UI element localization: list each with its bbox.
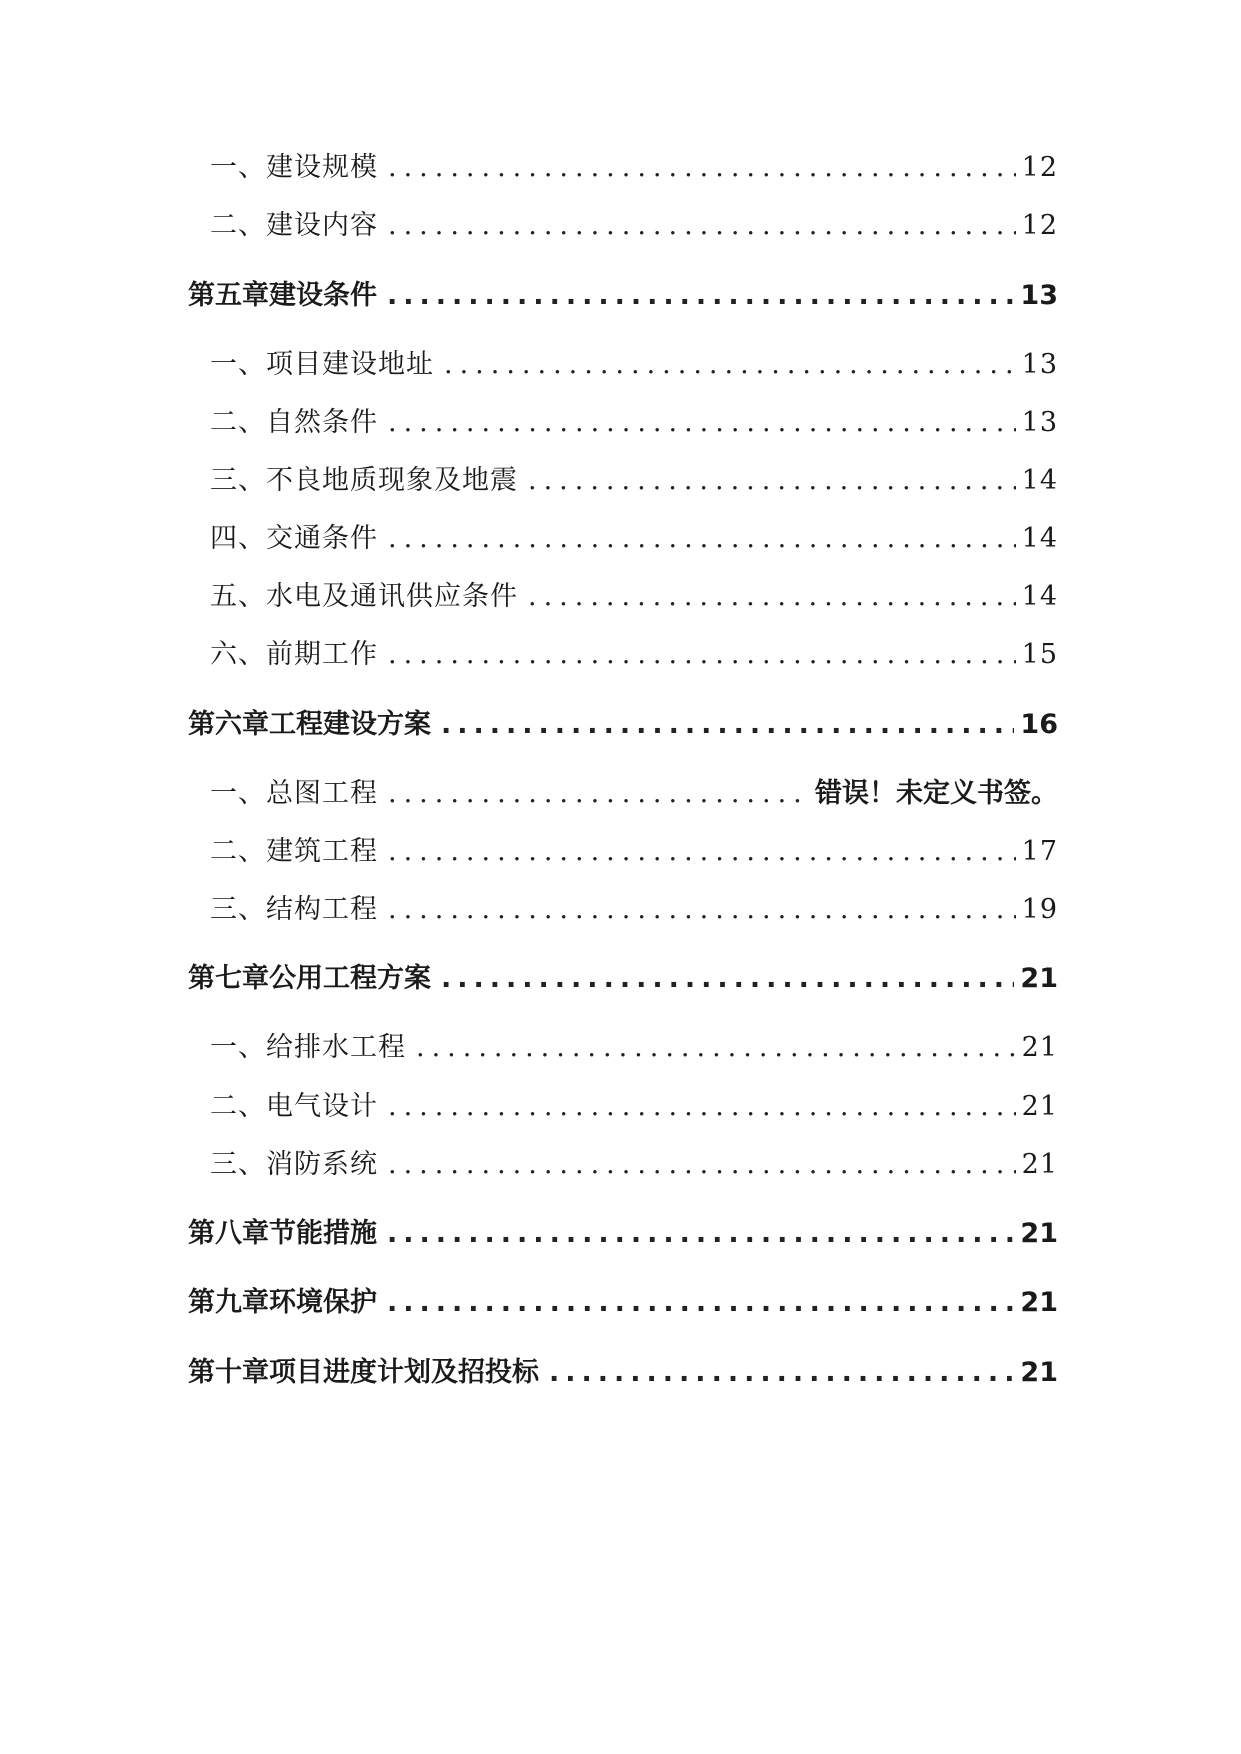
toc-entry-title: 三、消防系统 — [210, 1149, 378, 1180]
dot-leader — [388, 1149, 1016, 1180]
dot-leader — [388, 210, 1016, 241]
toc-chapter-entry[interactable] — [188, 273, 1058, 312]
toc-entry-page: 14 — [1021, 523, 1058, 554]
toc-chapter-number: 第六章 — [188, 709, 269, 740]
toc-entry-page: 21 — [1021, 1149, 1058, 1180]
toc-entry[interactable] — [210, 516, 1058, 555]
toc-entry-bookmark-error: 错误！未定义书签。 — [815, 778, 1058, 809]
toc-chapter-number: 第五章 — [188, 280, 269, 311]
toc-chapter-number: 第七章 — [188, 963, 269, 994]
toc-chapter-title: 环境保护 — [269, 1287, 377, 1318]
toc-entry-page: 19 — [1021, 894, 1058, 925]
toc-entry-page: 12 — [1021, 152, 1058, 183]
toc-chapter-page: 21 — [1020, 1218, 1058, 1249]
toc-entry[interactable] — [210, 829, 1058, 868]
toc-entry-page: 12 — [1021, 210, 1058, 241]
dot-leader — [528, 581, 1016, 612]
toc-chapter-entry[interactable] — [188, 702, 1058, 741]
dot-leader — [444, 349, 1016, 380]
toc-entry[interactable] — [210, 203, 1058, 242]
toc-entry[interactable] — [210, 145, 1058, 184]
toc-chapter-title: 建设条件 — [269, 280, 377, 311]
toc-entry-page: 14 — [1021, 465, 1058, 496]
dot-leader — [388, 152, 1016, 183]
toc-entry-page: 13 — [1021, 349, 1058, 380]
toc-chapter-page: 21 — [1020, 1357, 1058, 1388]
toc-chapter-page: 16 — [1020, 709, 1058, 740]
dot-leader — [528, 465, 1016, 496]
toc-chapter-entry[interactable] — [188, 1280, 1058, 1319]
toc-chapter-page: 21 — [1020, 963, 1058, 994]
toc-entry[interactable] — [210, 632, 1058, 671]
toc-entry-page: 21 — [1021, 1032, 1058, 1063]
dot-leader — [441, 709, 1014, 740]
toc-entry-title: 一、总图工程 — [210, 778, 378, 809]
toc-entry-title: 五、水电及通讯供应条件 — [210, 581, 518, 612]
toc-chapter-title: 工程建设方案 — [269, 709, 431, 740]
dot-leader — [388, 836, 1016, 867]
toc-entry-title: 二、自然条件 — [210, 407, 378, 438]
toc-entry[interactable] — [210, 887, 1058, 926]
dot-leader — [387, 280, 1014, 311]
dot-leader — [388, 778, 809, 809]
toc-entry-title: 三、结构工程 — [210, 894, 378, 925]
toc-chapter-entry[interactable] — [188, 1350, 1058, 1389]
toc-entry-page: 14 — [1021, 581, 1058, 612]
dot-leader — [549, 1357, 1014, 1388]
toc-chapter-number: 第十章 — [188, 1357, 269, 1388]
toc-entry-page: 21 — [1021, 1091, 1058, 1122]
toc-chapter-title: 节能措施 — [269, 1218, 377, 1249]
toc-chapter-number: 第九章 — [188, 1287, 269, 1318]
dot-leader — [416, 1032, 1016, 1063]
toc-entry[interactable] — [210, 400, 1058, 439]
toc-entry-page: 17 — [1021, 836, 1058, 867]
toc-chapter-entry[interactable] — [188, 1211, 1058, 1250]
toc-entry-title: 一、项目建设地址 — [210, 349, 434, 380]
toc-entry[interactable] — [210, 1142, 1058, 1181]
toc-chapter-page: 13 — [1020, 280, 1058, 311]
dot-leader — [388, 523, 1016, 554]
toc-entry-title: 二、建筑工程 — [210, 836, 378, 867]
toc-chapter-title: 项目进度计划及招投标 — [269, 1357, 539, 1388]
dot-leader — [388, 894, 1016, 925]
toc-entry-title: 二、电气设计 — [210, 1091, 378, 1122]
toc-chapter-entry[interactable] — [188, 956, 1058, 995]
toc-entry-title: 四、交通条件 — [210, 523, 378, 554]
toc-entry-title: 六、前期工作 — [210, 639, 378, 670]
toc-entry[interactable] — [210, 342, 1058, 381]
toc-entry[interactable] — [210, 574, 1058, 613]
dot-leader — [387, 1287, 1014, 1318]
toc-entry-title: 三、不良地质现象及地震 — [210, 465, 518, 496]
toc-entry-title: 一、给排水工程 — [210, 1032, 406, 1063]
toc-chapter-number: 第八章 — [188, 1218, 269, 1249]
toc-entry[interactable] — [210, 771, 1058, 810]
toc-entry-page: 13 — [1021, 407, 1058, 438]
dot-leader — [388, 1091, 1016, 1122]
dot-leader — [388, 407, 1016, 438]
toc-entry-page: 15 — [1021, 639, 1058, 670]
toc-entry[interactable] — [210, 1025, 1058, 1064]
dot-leader — [387, 1218, 1014, 1249]
toc-entry-title: 一、建设规模 — [210, 152, 378, 183]
toc-chapter-title: 公用工程方案 — [269, 963, 431, 994]
toc-entry[interactable] — [210, 458, 1058, 497]
dot-leader — [388, 639, 1016, 670]
toc-entry-title: 二、建设内容 — [210, 210, 378, 241]
dot-leader — [441, 963, 1014, 994]
toc-chapter-page: 21 — [1020, 1287, 1058, 1318]
toc-entry[interactable] — [210, 1084, 1058, 1123]
